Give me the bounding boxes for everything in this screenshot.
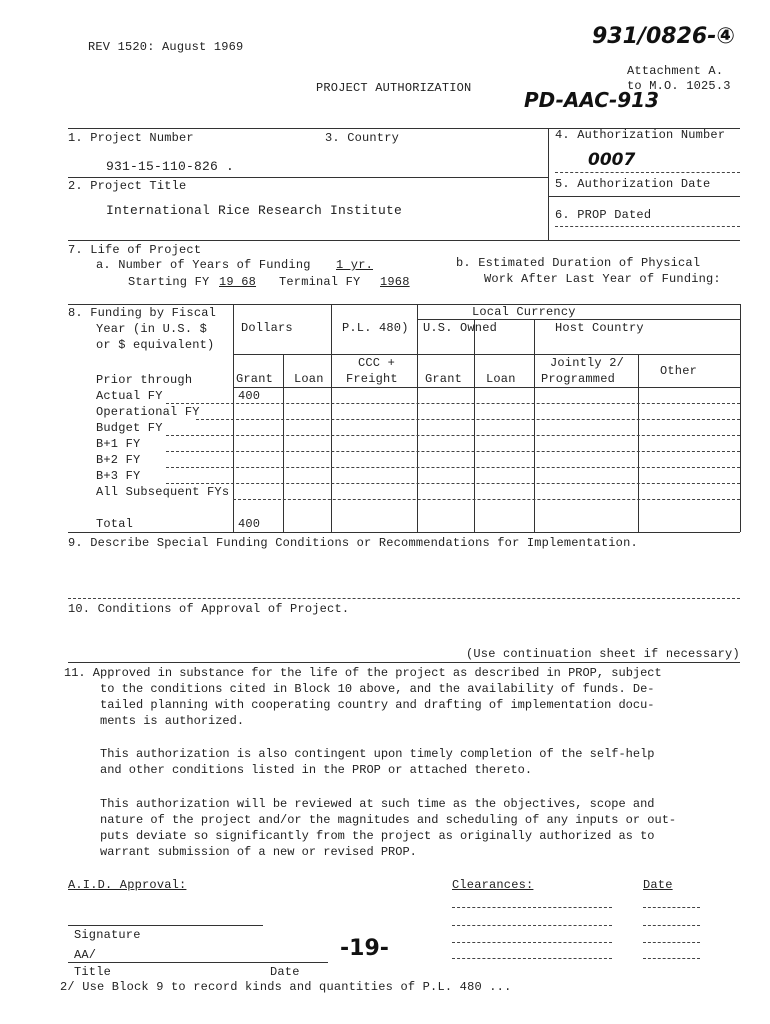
block-7-label: 7. Life of Project [68,243,202,257]
row-label-operational: Operational FY [96,405,200,419]
pl480-header: P.L. 480) [342,321,409,335]
block-1-label: 1. Project Number [68,131,194,145]
aid-approval-label: A.I.D. Approval: [68,878,187,892]
date-label-2: Date [270,965,300,979]
block-9-label: 9. Describe Special Funding Conditions or Recommendations for Implementation. [68,536,638,550]
self-help-line-2: and other conditions listed in the PROP or attached thereto. [100,763,533,777]
duration-label-2: Work After Last Year of Funding: [484,272,721,286]
page-number: -19- [340,936,389,961]
grant-header: Grant [236,372,274,386]
terminal-fy-value: 1968 [380,275,410,289]
block-4-label: 4. Authorization Number [555,128,726,142]
freight-header: Freight [346,372,398,386]
block-2-label: 2. Project Title [68,179,187,193]
aa-label: AA/ [74,948,97,962]
row-label-prior: Prior through [96,373,193,387]
review-line-1: This authorization will be reviewed at such time as the objectives, scope and [100,797,655,811]
handwritten-code: PD-AAC-913 [524,88,659,112]
continuation-note: (Use continuation sheet if necessary) [466,647,740,661]
block-11-line-2: to the conditions cited in Block 10 above, and the availability of funds. De- [100,682,655,696]
actual-grant-value: 400 [238,389,261,403]
authorization-number-value: 0007 [588,150,636,170]
block-10-label: 10. Conditions of Approval of Project. [68,602,350,616]
block-3-label: 3. Country [325,131,400,145]
years-of-funding-value: 1 yr. [336,258,374,272]
attachment-reference: to M.O. 1025.3 [627,79,731,93]
date-label: Date [643,878,673,892]
starting-fy-label: Starting FY [128,275,210,289]
loan-header: Loan [294,372,324,386]
row-label-total: Total [96,517,134,531]
starting-fy-value: 19 68 [219,275,257,289]
block-8-label-line-3: or $ equivalent) [96,338,215,352]
block-11-line-3: tailed planning with cooperating country and drafting of implementation docu- [100,698,655,712]
duration-label-1: b. Estimated Duration of Physical [456,256,701,270]
block-8-label-line-1: 8. Funding by Fiscal [68,306,217,320]
us-owned-header: U.S. Owned [423,321,498,335]
host-country-header: Host Country [555,321,644,335]
local-currency-header: Local Currency [472,305,576,319]
years-of-funding-label: a. Number of Years of Funding [96,258,311,272]
project-number-value: 931-15-110-826 . [106,159,235,174]
row-label-b1: B+1 FY [96,437,141,451]
row-label-subsequent: All Subsequent FYs [96,485,230,499]
row-label-actual: Actual FY [96,389,163,403]
review-line-3: puts deviate so significantly from the project as originally authorized as to [100,829,655,843]
signature-label: Signature [74,928,141,942]
row-label-budget: Budget FY [96,421,163,435]
revision-line: REV 1520: August 1969 [88,40,244,54]
block-5-label: 5. Authorization Date [555,177,711,191]
total-grant-value: 400 [238,517,261,531]
block-11-line-4: ments is authorized. [100,714,245,728]
dollars-header: Dollars [241,321,293,335]
title-label: Title [74,965,112,979]
handwritten-document-number: 931/0826-④ [592,24,735,49]
jointly-header: Jointly 2/ [550,356,625,370]
programmed-header: Programmed [541,372,616,386]
footnote: 2/ Use Block 9 to record kinds and quantities of P.L. 480 ... [60,980,512,994]
terminal-fy-label: Terminal FY [279,275,361,289]
clearances-label: Clearances: [452,878,534,892]
page-title: PROJECT AUTHORIZATION [316,81,472,95]
review-line-2: nature of the project and/or the magnitudes and scheduling of any inputs or out- [100,813,677,827]
loan-lc-header: Loan [486,372,516,386]
other-header: Other [660,364,698,378]
review-line-4: warrant submission of a new or revised PROP. [100,845,417,859]
block-8-label-line-2: Year (in U.S. $ [96,322,208,336]
ccc-header: CCC + [358,356,396,370]
grant-lc-header: Grant [425,372,463,386]
row-label-b2: B+2 FY [96,453,141,467]
row-label-b3: B+3 FY [96,469,141,483]
self-help-line-1: This authorization is also contingent upon timely completion of the self-help [100,747,655,761]
attachment-label: Attachment A. [627,64,724,78]
project-title-value: International Rice Research Institute [106,203,403,218]
block-6-label: 6. PROP Dated [555,208,652,222]
block-11-line-1: 11. Approved in substance for the life of the project as described in PROP, subject [64,666,662,680]
